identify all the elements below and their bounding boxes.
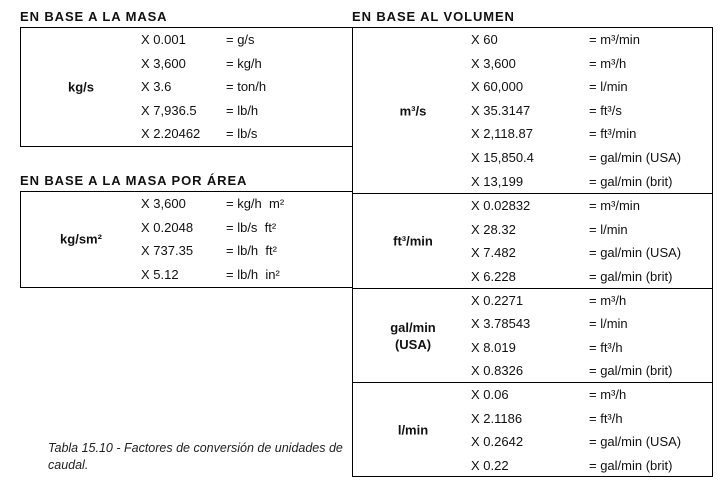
- conversion-result: = ft³/h: [589, 410, 623, 426]
- unit-group-kg-s: [21, 28, 352, 146]
- conversion-result: = gal/min (USA): [589, 150, 682, 165]
- volume-conversion-table: [352, 27, 713, 477]
- conversion-factor: X 60: [471, 32, 498, 47]
- unit-label: gal/min (USA): [390, 319, 436, 352]
- conversion-factor: X 0.2048: [141, 219, 194, 235]
- conversion-result: = lb/h ft²: [226, 243, 277, 259]
- conversion-row: [353, 52, 712, 76]
- conversion-factor: X 2,118.87: [471, 126, 533, 142]
- conversion-result: = l/min: [589, 221, 628, 237]
- conversion-result: = gal/min (brit): [589, 268, 673, 284]
- conversion-row: [21, 216, 352, 240]
- conversion-result: = lb/h in²: [226, 266, 280, 282]
- conversion-result: = m³/h: [589, 387, 627, 402]
- conversion-row: [353, 312, 712, 336]
- conversion-row: [353, 383, 712, 407]
- conversion-result: = ft³/min: [589, 126, 637, 142]
- conversion-result: = m³/h: [589, 292, 627, 308]
- unit-group-kg-sm: [21, 192, 352, 286]
- conversion-result: = gal/min (USA): [589, 245, 682, 261]
- conversion-result: = lb/s ft²: [226, 219, 277, 235]
- conversion-row: [21, 263, 352, 287]
- conversion-factor: X 3,600: [141, 196, 186, 211]
- mass-section-title: EN BASE A LA MASA: [20, 9, 168, 24]
- conversion-row: [353, 336, 712, 360]
- unit-group-ft-min: [353, 193, 712, 287]
- conversion-factor: X 0.06: [471, 387, 509, 402]
- conversion-result: = m³/min: [589, 198, 640, 214]
- mass-per-area-conversion-table: [20, 191, 353, 288]
- mass-conversion-table: [20, 27, 353, 147]
- conversion-factor: X 15,850.4: [471, 150, 534, 165]
- conversion-result: = ft³/h: [589, 339, 623, 355]
- conversion-row: [353, 122, 712, 146]
- conversion-result: = l/min: [589, 316, 628, 332]
- conversion-factor: X 60,000: [471, 79, 524, 95]
- unit-group-m-s: [353, 28, 712, 193]
- conversion-factor: X 13,199: [471, 173, 524, 189]
- conversion-result: = m³/min: [589, 32, 640, 47]
- conversion-factor: X 2.1186: [471, 410, 523, 426]
- conversion-factor: X 7,936.5: [141, 102, 197, 118]
- conversion-row: [21, 99, 352, 123]
- conversion-factor: X 7.482: [471, 245, 516, 261]
- conversion-row: [353, 241, 712, 265]
- conversion-row: [353, 218, 712, 242]
- conversion-result: = l/min: [589, 79, 628, 95]
- conversion-result: = gal/min (brit): [589, 457, 673, 473]
- conversion-row: [353, 430, 712, 454]
- unit-label: ft³/min: [393, 233, 433, 249]
- conversion-factor: X 0.8326: [471, 363, 524, 379]
- mass-per-area-section-title: EN BASE A LA MASA POR ÁREA: [20, 173, 248, 188]
- conversion-factor: X 3.78543: [471, 316, 531, 332]
- conversion-factor: X 2.20462: [141, 126, 201, 142]
- conversion-factor: X 0.2271: [471, 292, 524, 308]
- conversion-factor: X 0.001: [141, 32, 186, 47]
- conversion-row: [353, 99, 712, 123]
- conversion-row: [353, 289, 712, 313]
- conversion-row: [353, 146, 712, 170]
- conversion-result: = gal/min (USA): [589, 434, 682, 450]
- conversion-result: = ft³/s: [589, 102, 622, 118]
- conversion-result: = g/s: [226, 32, 255, 47]
- conversion-factor: X 737.35: [141, 243, 194, 259]
- conversion-result: = gal/min (brit): [589, 173, 673, 189]
- conversion-row: [353, 75, 712, 99]
- unit-group-gal-min-usa: [353, 288, 712, 382]
- conversion-result: = kg/h: [226, 55, 262, 71]
- unit-label: l/min: [397, 422, 429, 438]
- unit-label: m³/s: [399, 103, 427, 119]
- conversion-result: = lb/h: [226, 102, 259, 118]
- conversion-result: = gal/min (brit): [589, 363, 673, 379]
- conversion-row: [353, 170, 712, 194]
- conversion-factor: X 6.228: [471, 268, 516, 284]
- conversion-row: [21, 28, 352, 52]
- conversion-row: [353, 359, 712, 383]
- conversion-factor: X 3,600: [141, 55, 186, 71]
- conversion-result: = ton/h: [226, 79, 267, 95]
- conversion-row: [21, 122, 352, 146]
- conversion-factor: X 3.6: [141, 79, 172, 95]
- conversion-row: [21, 192, 352, 216]
- conversion-result: = m³/h: [589, 55, 627, 71]
- conversion-factor: X 3,600: [471, 55, 516, 71]
- conversion-result: = lb/s: [226, 126, 258, 142]
- conversion-row: [353, 28, 712, 52]
- unit-group-l-min: [353, 382, 712, 476]
- conversion-factor: X 5.12: [141, 266, 179, 282]
- table-caption: Tabla 15.10 - Factores de conversión de unidades de caudal.: [48, 441, 343, 472]
- conversion-row: [353, 194, 712, 218]
- conversion-row: [353, 454, 712, 478]
- volume-section-title: EN BASE AL VOLUMEN: [352, 9, 515, 24]
- conversion-row: [21, 75, 352, 99]
- conversion-factor: X 0.22: [471, 457, 509, 473]
- conversion-factor: X 0.2642: [471, 434, 524, 450]
- conversion-row: [353, 265, 712, 289]
- unit-label: kg/sm²: [60, 231, 102, 247]
- conversion-factor: X 0.02832: [471, 198, 531, 214]
- conversion-factor: X 35.3147: [471, 102, 531, 118]
- conversion-factor: X 28.32: [471, 221, 516, 237]
- conversion-factor: X 8.019: [471, 339, 516, 355]
- unit-label: kg/s: [67, 79, 94, 95]
- conversion-row: [353, 407, 712, 431]
- conversion-result: = kg/h m²: [226, 196, 285, 211]
- conversion-row: [21, 239, 352, 263]
- conversion-row: [21, 52, 352, 76]
